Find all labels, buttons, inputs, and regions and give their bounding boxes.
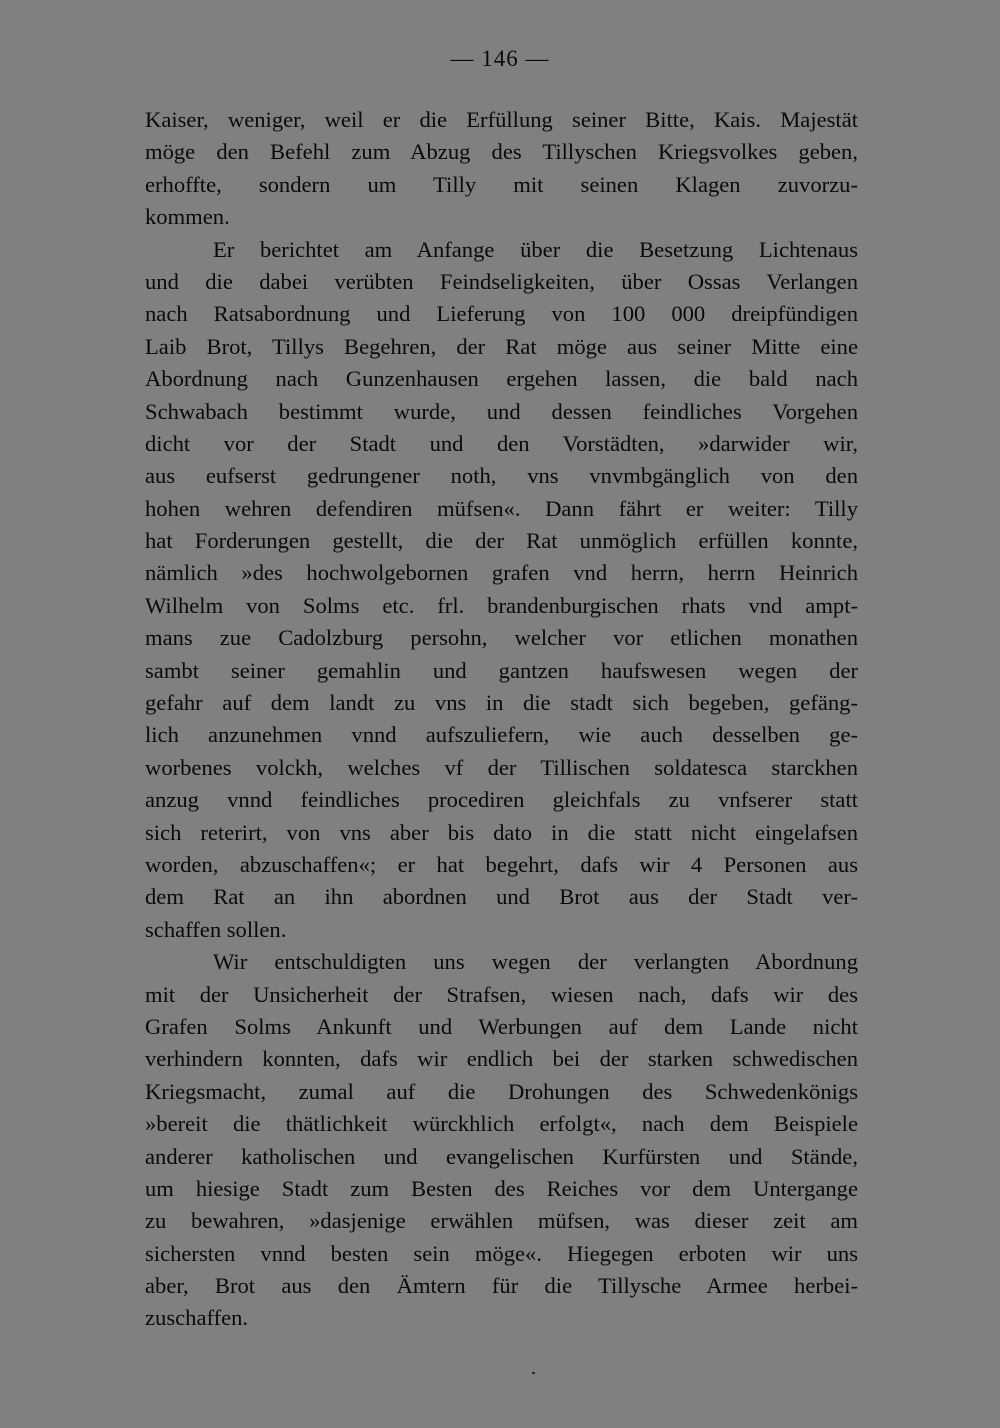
paragraph-start-line: Wir entschuldigten uns wegen der verlangten Abordnung [213, 949, 858, 975]
text-line: aus eufserst gedrungener noth, vns vnvmbgänglich von den [145, 463, 858, 489]
text-line: verhindern konnten, dafs wir endlich bei der starken schwedischen [145, 1046, 858, 1072]
text-line: aber, Brot aus den Ämtern für die Tillysche Armee herbei- [145, 1273, 858, 1299]
text-line: anderer katholischen und evangelischen Kurfürsten und Stände, [145, 1143, 858, 1169]
text-line: zuschaffen. [145, 1305, 249, 1331]
text-line: hat Forderungen gestellt, die der Rat unmöglich erfüllen konnte, [145, 528, 858, 554]
text-line: gefahr auf dem landt zu vns in die stadt sich begeben, gefäng- [145, 690, 858, 716]
text-line: worbenes volckh, welches vf der Tillischen soldatesca starckhen [145, 754, 858, 780]
body-text [145, 104, 858, 1335]
text-line: mans zue Cadolzburg persohn, welcher vor etlichen monathen [145, 625, 858, 651]
text-line: schaffen sollen. [145, 916, 287, 942]
text-line: um hiesige Stadt zum Besten des Reiches vor dem Untergange [145, 1175, 858, 1201]
text-line: hohen wehren defendiren müfsen«. Dann fährt er weiter: Tilly [145, 495, 858, 521]
text-line: Schwabach bestimmt wurde, und dessen feindliches Vorgehen [145, 398, 858, 424]
text-line: kommen. [145, 204, 230, 230]
text-line: Grafen Solms Ankunft und Werbungen auf dem Lande nicht [145, 1013, 858, 1039]
text-line: lich anzunehmen vnnd aufszuliefern, wie auch desselben ge- [145, 722, 858, 748]
text-line: nämlich »des hochwolgebornen grafen vnd herrn, herrn Heinrich [145, 560, 858, 586]
text-line: erhoffte, sondern um Tilly mit seinen Klagen zuvorzu- [145, 171, 858, 197]
paragraph-start-line: Er berichtet am Anfange über die Besetzung Lichtenaus [213, 236, 858, 262]
text-line: sich reterirt, von vns aber bis dato in die statt nicht eingelafsen [145, 819, 858, 845]
text-line: mit der Unsicherheit der Strafsen, wiesen nach, dafs wir des [145, 981, 858, 1007]
text-line: worden, abzuschaffen«; er hat begehrt, dafs wir 4 Personen aus [145, 851, 858, 877]
text-line: Kaiser, weniger, weil er die Erfüllung seiner Bitte, Kais. Majestät [145, 107, 858, 132]
text-line: Wilhelm von Solms etc. frl. brandenburgischen rhats vnd ampt- [145, 592, 858, 618]
text-line: Kriegsmacht, zumal auf die Drohungen des Schwedenkönigs [145, 1078, 858, 1104]
scan-speck [532, 1372, 535, 1374]
text-line: »bereit die thätlichkeit würckhlich erfolgt«, nach dem Beispiele [145, 1111, 858, 1137]
text-line: und die dabei verübten Feindseligkeiten, über Ossas Verlangen [145, 268, 858, 294]
text-line: Abordnung nach Gunzenhausen ergehen lassen, die bald nach [145, 366, 858, 392]
text-line: sichersten vnnd besten sein möge«. Hiegegen erboten wir uns [145, 1240, 858, 1266]
text-line: nach Ratsabordnung und Lieferung von 100 000 dreipfündigen [145, 301, 858, 327]
text-line: dicht vor der Stadt und den Vorstädten, »darwider wir, [145, 430, 858, 456]
text-line: möge den Befehl zum Abzug des Tillyschen Kriegsvolkes geben, [145, 139, 858, 165]
text-line: zu bewahren, »dasjenige erwählen müfsen, was dieser zeit am [145, 1208, 858, 1234]
page-number: — 146 — [450, 46, 550, 71]
text-line: sambt seiner gemahlin und gantzen haufswesen wegen der [145, 657, 858, 683]
text-line: Laib Brot, Tillys Begehren, der Rat möge aus seiner Mitte eine [145, 333, 858, 359]
text-line: dem Rat an ihn abordnen und Brot aus der Stadt ver- [145, 884, 858, 910]
text-line: anzug vnnd feindliches procediren gleichfals zu vnfserer statt [145, 787, 858, 813]
